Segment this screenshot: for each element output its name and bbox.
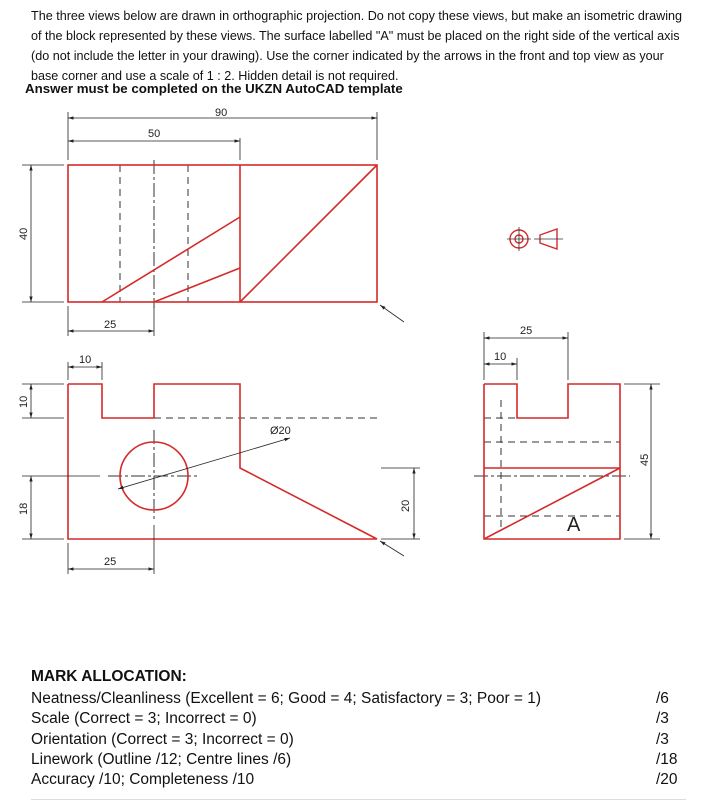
mark-criterion: Linework (Outline /12; Centre lines /6) (31, 751, 292, 768)
dim-text-50: 50 (148, 128, 161, 140)
top-view-diagonal-lower (154, 268, 240, 302)
top-view-outline (68, 165, 377, 302)
mark-row-neatness (31, 690, 686, 710)
mark-score: /6 (656, 690, 669, 707)
top-view (18, 107, 404, 336)
side-view-outline (484, 384, 620, 539)
dim-text-45: 45 (639, 453, 651, 466)
front-view (18, 354, 420, 574)
dim-text-90: 90 (215, 107, 228, 119)
mark-criterion: Scale (Correct = 3; Incorrect = 0) (31, 710, 257, 727)
dim-text-10-vertical: 10 (18, 395, 30, 408)
mark-row-scale (31, 710, 686, 730)
dim-text-10-front: 10 (79, 354, 92, 366)
instructions-text: The three views below are drawn in orthographic projection. Do not copy these views, but make an isometric drawing of the block represented by these views. The surface labelled "A" must be placed on the right side of the vertical axis (do not include the letter in your drawing). Use the corner indicated by the arrows in the front and top view as your base corner and use a scale of 1 : 2. Hidden detail is not required. (31, 9, 683, 83)
dim-text-25-top: 25 (104, 319, 117, 331)
front-view-outline (68, 384, 377, 539)
side-view (474, 325, 660, 539)
top-corner-arrow (380, 305, 404, 322)
mark-score: /20 (656, 771, 678, 788)
top-view-diagonal-right (240, 165, 377, 302)
mark-score: /3 (656, 731, 669, 748)
dim-text-20: 20 (400, 499, 412, 512)
dim-text-10-side: 10 (494, 351, 507, 363)
mark-score: /3 (656, 710, 669, 727)
dim-text-18: 18 (18, 502, 30, 515)
surface-label-a: A (567, 514, 581, 536)
mark-criterion: Neatness/Cleanliness (Excellent = 6; Good = 4; Satisfactory = 3; Poor = 1) (31, 690, 542, 707)
bottom-divider (31, 799, 686, 800)
mark-score: /18 (656, 751, 678, 768)
third-angle-projection-icon (507, 227, 563, 251)
mark-row-linework (31, 751, 686, 771)
mark-allocation-title: MARK ALLOCATION: (31, 668, 187, 685)
template-note: Answer must be completed on the UKZN AutoCAD template (25, 81, 403, 96)
side-view-surface-diagonal (484, 468, 620, 539)
top-view-diagonal-upper (102, 217, 240, 302)
mark-row-orientation (31, 731, 686, 751)
dim-text-40: 40 (18, 227, 30, 240)
dim-text-25-front: 25 (104, 556, 117, 568)
mark-row-accuracy (31, 771, 686, 791)
front-corner-arrow (380, 541, 404, 556)
mark-criterion: Accuracy /10; Completeness /10 (31, 771, 255, 788)
dim-text-diameter: Ø20 (270, 425, 291, 437)
mark-criterion: Orientation (Correct = 3; Incorrect = 0) (31, 731, 294, 748)
dim-text-25-side: 25 (520, 325, 533, 337)
